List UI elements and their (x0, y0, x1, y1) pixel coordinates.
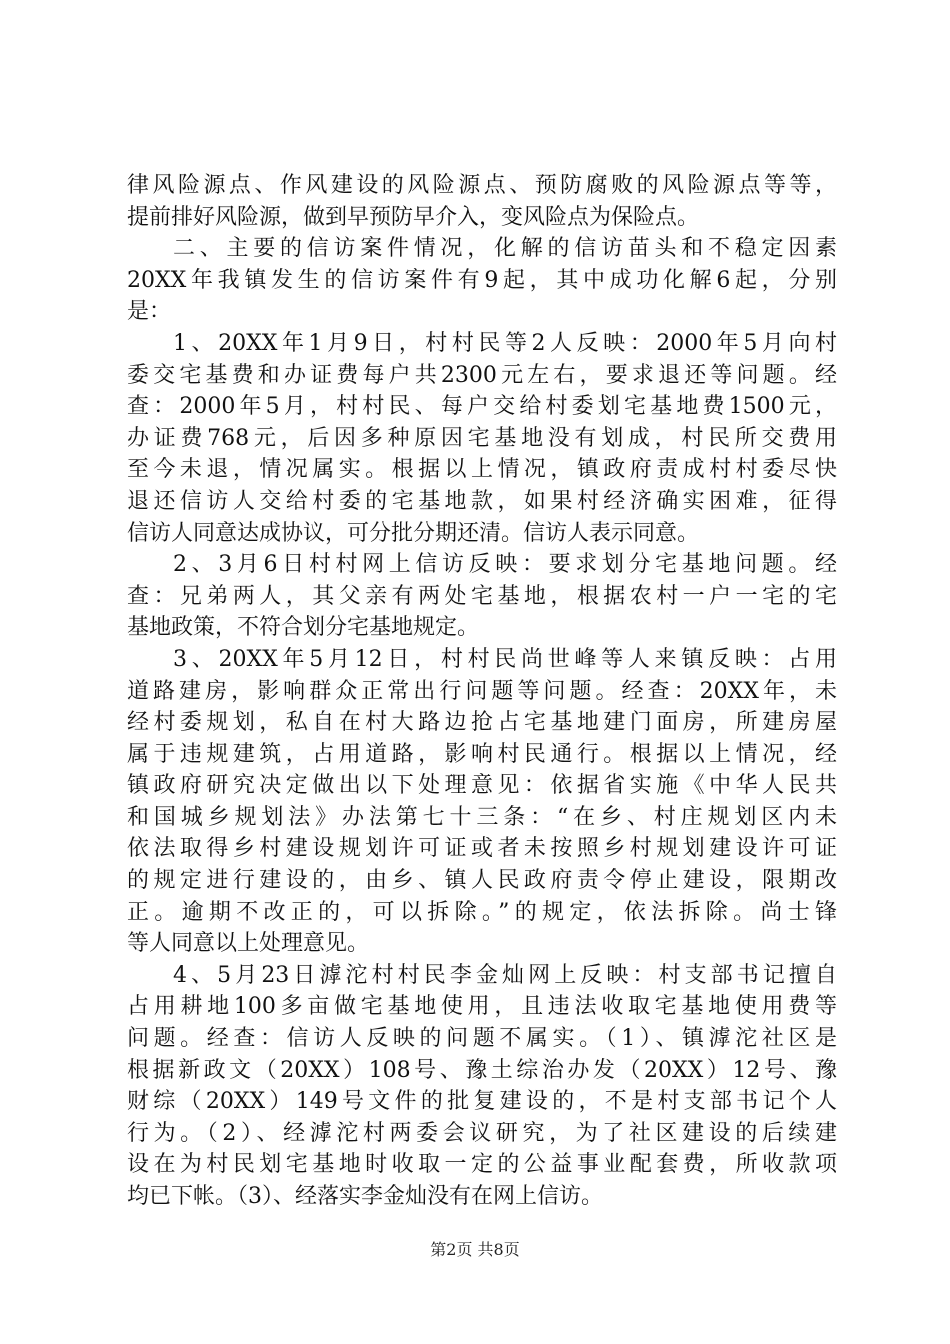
text-line: 根据新政文（20XX）108号、豫土综治办发（20XX）12号、豫 (127, 1057, 837, 1083)
text-line: 经村委规划，私自在村大路边抢占宅基地建门面房，所建房屋 (127, 710, 837, 736)
text-line: 委交宅基费和办证费每户共2300元左右，要求退还等问题。经 (127, 362, 837, 388)
text-line: 是： (127, 299, 172, 325)
text-line: 均已下帐。（3）、经落实李金灿没有在网上信访。 (127, 1184, 603, 1209)
text-line: 20XX年我镇发生的信访案件有9起，其中成功化解6起，分别 (127, 267, 837, 293)
text-line: 3、20XX年5月12日，村村民尚世峰等人来镇反映：占用 (173, 646, 837, 672)
text-line: 2、3月6日村村网上信访反映：要求划分宅基地问题。经 (173, 552, 837, 578)
text-line: 4、5月23日滹沱村村民李金灿网上反映：村支部书记擅自 (173, 962, 837, 988)
text-line: 二、主要的信访案件情况，化解的信访苗头和不稳定因素 (173, 236, 837, 262)
text-line: 1、20XX年1月9日，村村民等2人反映：2000年5月向村 (173, 330, 837, 356)
text-line: 正。逾期不改正的，可以拆除。”的规定，依法拆除。尚士锋 (127, 899, 837, 925)
text-line: 等人同意以上处理意见。 (127, 931, 370, 957)
text-line: 至今未退，情况属实。根据以上情况，镇政府责成村村委尽快 (127, 457, 837, 483)
text-line: 镇政府研究决定做出以下处理意见：依据省实施《中华人民共 (127, 773, 837, 799)
text-line: 财综（20XX）149号文件的批复建设的，不是村支部书记个人 (127, 1089, 837, 1115)
text-line: 退还信访人交给村委的宅基地款，如果村经济确实困难，征得 (127, 488, 837, 514)
text-line: 查：兄弟两人，其父亲有两处宅基地，根据农村一户一宅的宅 (127, 583, 837, 609)
text-line: 信访人同意达成协议，可分批分期还清。信访人表示同意。 (127, 520, 700, 546)
text-line: 行为。（2）、经滹沱村两委会议研究，为了社区建设的后续建 (127, 1120, 837, 1146)
text-line: 道路建房，影响群众正常出行问题等问题。经查：20XX年，未 (127, 678, 837, 704)
text-line: 设在为村民划宅基地时收取一定的公益事业配套费，所收款项 (127, 1152, 837, 1178)
text-line: 办证费768元，后因多种原因宅基地没有划成，村民所交费用 (127, 425, 837, 451)
text-line: 问题。经查：信访人反映的问题不属实。（1）、镇滹沱社区是 (127, 1026, 837, 1052)
text-line: 的规定进行建设的，由乡、镇人民政府责令停止建设，限期改 (127, 868, 837, 894)
text-line: 律风险源点、作风建设的风险源点、预防腐败的风险源点等等， (127, 173, 837, 198)
text-line: 属于违规建筑，占用道路，影响村民通行。根据以上情况，经 (127, 741, 837, 767)
text-line: 依法取得乡村建设规划许可证或者未按照乡村规划建设许可证 (127, 836, 837, 862)
text-line: 占用耕地100多亩做宅基地使用，且违法收取宅基地使用费等 (127, 994, 837, 1020)
text-line: 查：2000年5月，村村民、每户交给村委划宅基地费1500元， (127, 394, 837, 420)
document-body (127, 170, 837, 1213)
page-footer: 第2页 共8页 (430, 1240, 520, 1259)
text-line: 基地政策，不符合划分宅基地规定。 (127, 615, 480, 641)
text-line: 和国城乡规划法》办法第七十三条：“在乡、村庄规划区内未 (127, 804, 837, 830)
text-line: 提前排好风险源，做到早预防早介入，变风险点为保险点。 (127, 204, 700, 230)
